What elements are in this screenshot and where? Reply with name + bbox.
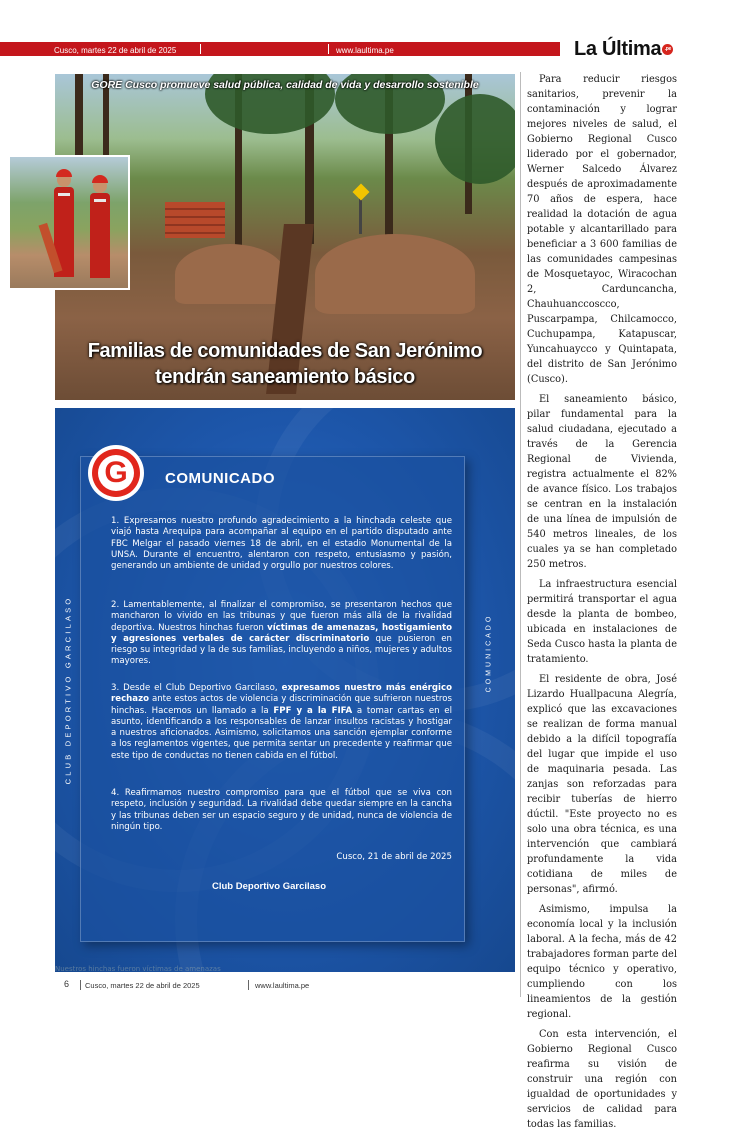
club-logo bbox=[88, 445, 144, 501]
article-paragraph: Asimismo, impulsa la economía local y la inclusión laboral. A la fecha, más de 42 trabajadores forman parte del equipo técnico y operativo, cumpliendo con los lineamientos de la gestión regional. bbox=[527, 904, 677, 1020]
header-website[interactable]: www.laultima.pe bbox=[336, 46, 394, 55]
article-paragraph: El residente de obra, José Lizardo Huallpacuna Alegría, explicó que las excavaciones se realizan de forma manual debido a la difícil topografía del lugar que impide el uso de maquinaria pesada. Las zanjas son reforzadas para recibir tuberías de hierro dúctil. "Este proyecto no es solo una obra técnica, es una intervención que cambiará profundamente la vida cotidiana de miles de personas", afirmó. bbox=[527, 674, 677, 895]
dirt-pile bbox=[175, 244, 285, 304]
dirt-pile bbox=[315, 234, 475, 314]
comunicado-title: COMUNICADO bbox=[165, 470, 275, 487]
headline-line-1: Familias de comunidades de San Jerónimo bbox=[87, 340, 483, 362]
side-label-left: CLUB DEPORTIVO GARCILASO bbox=[63, 595, 73, 785]
logo-text: La Última bbox=[574, 38, 662, 60]
photo-caption: GORE Cusco promueve salud pública, calidad de vida y desarrollo sostenible bbox=[91, 79, 479, 91]
column-divider bbox=[520, 72, 521, 997]
cut-off-text: Nuestros hinchas fueron víctimas de amenazas bbox=[55, 965, 221, 973]
comunicado-date: Cusco, 21 de abril de 2025 bbox=[336, 852, 452, 862]
header-date: Cusco, martes 22 de abril de 2025 bbox=[54, 46, 177, 55]
logo-badge: .pe bbox=[662, 44, 673, 55]
tree-foliage bbox=[435, 94, 515, 184]
headline bbox=[55, 338, 515, 390]
helmet-icon bbox=[56, 169, 72, 177]
footer-website[interactable]: www.laultima.pe bbox=[255, 981, 310, 990]
pipe-stack bbox=[165, 202, 225, 238]
headline-line-2: tendrán saneamiento básico bbox=[155, 366, 415, 388]
footer-date: Cusco, martes 22 de abril de 2025 bbox=[85, 981, 200, 990]
warning-sign-icon bbox=[353, 184, 370, 201]
side-label-right: COMUNICADO bbox=[485, 613, 493, 693]
bold-text: FPF y a la FIFA bbox=[273, 705, 353, 716]
header-divider bbox=[200, 44, 201, 54]
article-paragraph: Con esta intervención, el Gobierno Regional Cusco reafirma su visión de construir una región con igualdad de oportunidades y servicios de calidad para todas las familias. bbox=[527, 1029, 677, 1130]
club-logo-letter: G bbox=[104, 456, 128, 489]
comunicado-paragraph-1: 1. Expresamos nuestro profundo agradecimiento a la hinchada celeste que viajó hasta Arequipa para acompañar al equipo en el partido disputado ante FBC Melgar el pasado viernes 18 de abril, en el estadio Monumental de la UNSA. Durante el encuentro, alentaron con respeto, entusiasmo y pasión, generando un ambiente de unidad y orgullo por nuestros colores. bbox=[111, 516, 452, 572]
bold-text: víctimas de amenazas, hostigamiento y agresiones verbales de carácter discriminatorio bbox=[111, 622, 452, 644]
comunicado-paragraph-4: 4. Reafirmamos nuestro compromiso para que el fútbol que se viva con respeto, inclusión y seguridad. La rivalidad debe quedar siempre en la cancha y las tribunas deben ser un espacio seguro y de unidad, nunca de violencia de ningún tipo. bbox=[111, 788, 452, 832]
brand-logo[interactable] bbox=[574, 38, 671, 61]
comunicado-paragraph-3: 3. Desde el Club Deportivo Garcilaso, expresamos nuestro más enérgico rechazo ante estos actos de violencia y discriminación que sufrieron nuestros hinchas. Hacemos un llamado a la FPF y a la FIFA a tomar cartas en el asunto, identificando a los responsables de lanzar insultos racistas y hostigar a nuestros aficionados. Asimismo, solicitamos una sanción ejemplar conforme a los reglamentos vigentes, que permita sentar un precedente y reafirmar que este tipo de conductas no tienen cabida en el fútbol. bbox=[111, 683, 452, 761]
bold-text: expresamos nuestro más enérgico rechazo bbox=[111, 683, 452, 705]
footer-divider bbox=[248, 980, 249, 990]
page-number: 6 bbox=[64, 979, 70, 989]
footer-divider bbox=[80, 980, 81, 990]
article-paragraph: El saneamiento básico, pilar fundamental para la salud ciudadana, ejecutado a través de la Gerencia Regional de Vivienda, registra actualmente el 82% de avance físico. Los trabajos se centran en la instalación de una línea de impulsión de 540 metros lineales, de los cuales ya se han completado 250 metros. bbox=[527, 394, 677, 570]
article-paragraph: La infraestructura esencial permitirá transportar el agua desde la planta de bombeo, ubicada en instalaciones de Seda Cusco hasta la planta de tratamiento. bbox=[527, 579, 677, 665]
helmet-icon bbox=[92, 175, 108, 183]
header-divider bbox=[328, 44, 329, 54]
comunicado-paragraph-2: 2. Lamentablemente, al finalizar el compromiso, se presentaron hechos que mancharon lo vivido en las tribunas y que fueron más allá de la rivalidad deportiva. Nuestros hinchas fueron víctimas de amenazas, hostigamiento y agresiones verbales de carácter discriminatorio que pusieron en riesgo su integridad y la de sus familias, incluyendo a niños, mujeres y adultos mayores. bbox=[111, 600, 452, 667]
inset-photo bbox=[8, 155, 130, 290]
article-paragraph: Para reducir riesgos sanitarios, prevenir la contaminación y lograr mejores niveles de salud, el Gobierno Regional Cusco liderado por el gobernador, Werner Salcedo Álvarez después de aproximadamente 70 años de espera, hace realidad la dotación de agua potable y alcantarillado para beneficiar a 3 600 familias de las comunidades campesinas de Mosquetayoc, Wiracochan 2, Carduncancha, Chauhuanccoscco, Puscarpampa, Chilcamocco, Cuchupampa, Katapuscar, Yuncahuaycco y Quintapata, del distrito de San Jerónimo (Cusco). bbox=[527, 74, 677, 385]
article-column bbox=[527, 72, 677, 1137]
worker-figure bbox=[90, 193, 110, 278]
comunicado-signature: Club Deportivo Garcilaso bbox=[212, 881, 327, 892]
